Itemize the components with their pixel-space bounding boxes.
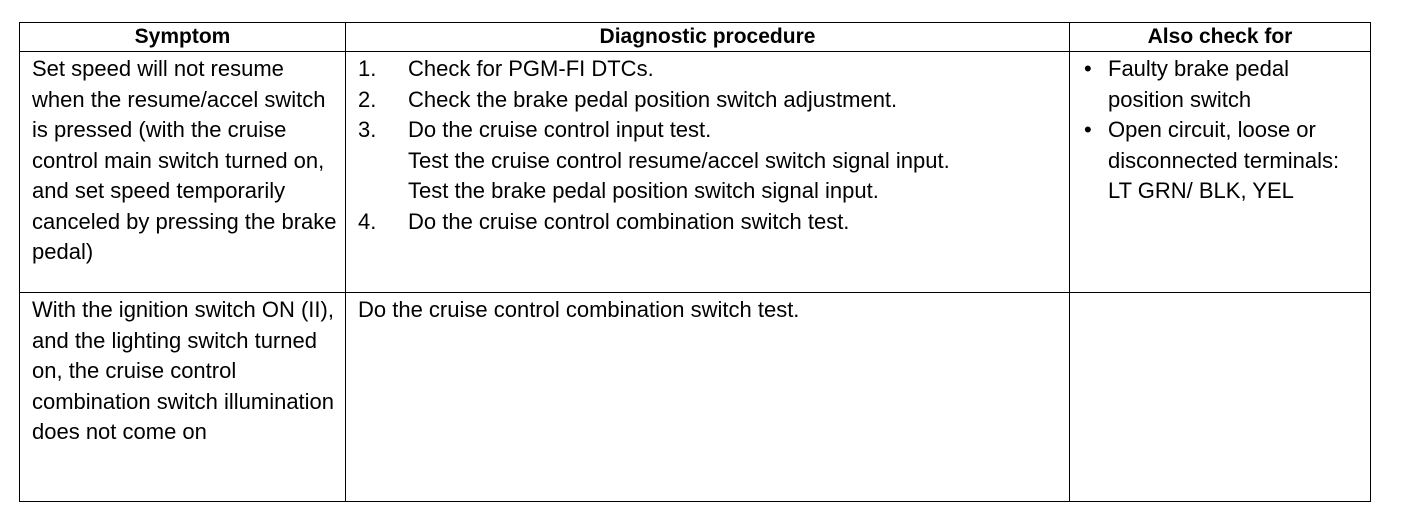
diagnostic-table [19,22,1371,502]
also-check-text: Faulty brake pedal position switch [1108,56,1289,112]
also-check-cell [1070,293,1371,502]
header-symptom: Symptom [20,23,346,52]
list-item [1084,115,1364,207]
procedure-cell [346,293,1070,502]
step-text: Do the cruise control input test. [408,117,712,142]
also-check-list [1084,54,1364,207]
procedure-step [358,207,1063,238]
procedure-step [358,85,1063,116]
step-number: 3. [358,117,377,142]
symptom-text: Set speed will not resume when the resume/accel switch is pressed (with the cruise control main switch turned on, and set speed temporarily canceled by pressing the brake pedal) [32,56,337,264]
procedure-cell [346,52,1070,293]
step-number: 1. [358,56,377,81]
header-diagnostic-procedure: Diagnostic procedure [346,23,1070,52]
bullet-icon: • [1084,117,1092,142]
header-also-check-for: Also check for [1070,23,1371,52]
step-text: Check for PGM-FI DTCs. [408,56,654,81]
procedure-text: Do the cruise control combination switch test. [358,297,800,322]
step-subitem: Test the cruise control resume/accel switch signal input. [408,147,950,173]
procedure-steps [358,54,1063,146]
header-row [20,23,1371,52]
step-number: 4. [358,208,377,234]
table-row [20,293,1371,502]
symptom-cell [20,52,346,293]
step-text: Check the brake pedal position switch adjustment. [408,86,898,112]
also-check-cell [1070,52,1371,293]
step-number: 2. [358,86,377,112]
symptom-cell [20,293,346,502]
procedure-step [358,115,1063,146]
step-text: Do the cruise control combination switch test. [408,208,850,234]
table-row [20,52,1371,293]
procedure-step [358,54,1063,85]
step-subitem: Test the brake pedal position switch signal input. [408,178,879,203]
procedure-steps-continued [358,207,1063,238]
symptom-text: With the ignition switch ON (II), and the lighting switch turned on, the cruise control combination switch illumination does not come on [32,297,335,444]
also-check-text: Open circuit, loose or disconnected terminals: LT GRN/ BLK, YEL [1108,117,1340,203]
list-item [1084,54,1364,115]
bullet-icon: • [1084,56,1092,81]
